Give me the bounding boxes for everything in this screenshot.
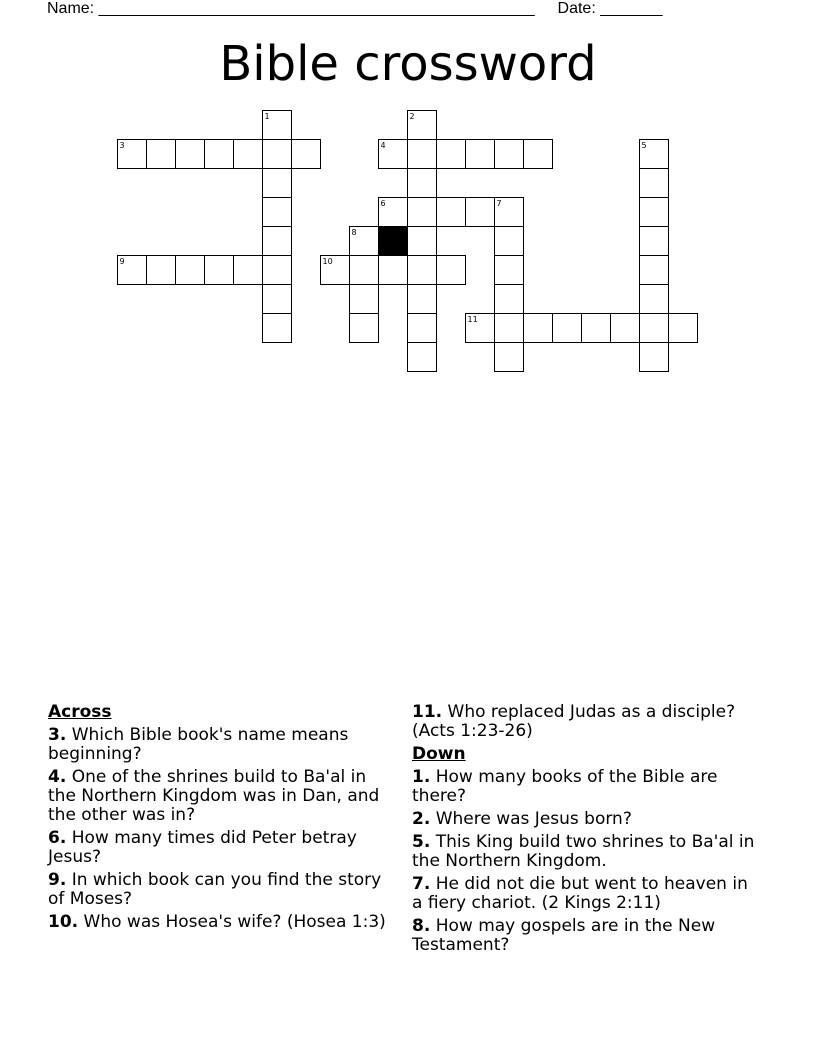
grid-cell[interactable] bbox=[263, 314, 292, 343]
grid-cell[interactable] bbox=[495, 343, 524, 372]
grid-cell[interactable] bbox=[640, 256, 669, 285]
grid-cell[interactable] bbox=[350, 314, 379, 343]
clue-across-4: 4. One of the shrines build to Ba'al in the Northern Kingdom was in Dan, and the other was in? bbox=[48, 767, 380, 825]
clues-right-column bbox=[412, 703, 757, 959]
cell-number: 11 bbox=[467, 315, 478, 324]
grid-cell[interactable] bbox=[263, 140, 292, 169]
grid-cell[interactable] bbox=[408, 256, 437, 285]
clues-left-column bbox=[48, 703, 398, 936]
cell-number: 4 bbox=[380, 141, 386, 150]
grid-cell[interactable] bbox=[640, 314, 669, 343]
grid-cell[interactable] bbox=[408, 343, 437, 372]
grid-cell[interactable] bbox=[147, 256, 176, 285]
grid-cell[interactable] bbox=[263, 169, 292, 198]
grid-cell[interactable] bbox=[379, 256, 408, 285]
cell-number: 7 bbox=[496, 199, 502, 208]
grid-cell[interactable] bbox=[553, 314, 582, 343]
cell-number: 2 bbox=[409, 112, 415, 121]
grid-cell[interactable] bbox=[611, 314, 640, 343]
grid-cell[interactable] bbox=[350, 256, 379, 285]
cell-number: 10 bbox=[322, 257, 333, 266]
grid-cell[interactable] bbox=[147, 140, 176, 169]
grid-cell[interactable] bbox=[408, 227, 437, 256]
grid-cell[interactable] bbox=[263, 256, 292, 285]
grid-cell[interactable] bbox=[669, 314, 698, 343]
clue-down-2: 2. Where was Jesus born? bbox=[412, 809, 632, 829]
grid-cell[interactable] bbox=[640, 227, 669, 256]
page-title: Bible crossword bbox=[219, 36, 597, 92]
grid-cell[interactable] bbox=[176, 256, 205, 285]
grid-cell[interactable] bbox=[524, 314, 553, 343]
grid-cell[interactable] bbox=[292, 140, 321, 169]
grid-cell[interactable] bbox=[495, 314, 524, 343]
grid-cell[interactable] bbox=[234, 140, 263, 169]
name-line[interactable]: _________________________________________________ bbox=[98, 0, 535, 17]
clue-down-8: 8. How may gospels are in the New Testament? bbox=[412, 916, 716, 955]
grid-cell[interactable] bbox=[350, 285, 379, 314]
grid-cell[interactable] bbox=[176, 140, 205, 169]
date-label: Date: bbox=[557, 0, 596, 17]
grid-cell[interactable] bbox=[437, 256, 466, 285]
cell-number: 5 bbox=[641, 141, 647, 150]
grid-cell[interactable] bbox=[263, 198, 292, 227]
grid-cell[interactable] bbox=[234, 256, 263, 285]
grid-cell[interactable] bbox=[437, 198, 466, 227]
down-heading: Down bbox=[412, 744, 466, 764]
grid-cell[interactable] bbox=[408, 314, 437, 343]
grid-cell[interactable] bbox=[205, 256, 234, 285]
grid-cell[interactable] bbox=[495, 285, 524, 314]
grid-cell[interactable] bbox=[466, 198, 495, 227]
across-heading: Across bbox=[48, 702, 112, 722]
cell-number: 6 bbox=[380, 199, 386, 208]
crossword-grid bbox=[0, 0, 816, 400]
grid-cell[interactable] bbox=[408, 285, 437, 314]
grid-cell[interactable] bbox=[408, 169, 437, 198]
grid-cell[interactable] bbox=[466, 140, 495, 169]
clue-across-10: 10. Who was Hosea's wife? (Hosea 1:3) bbox=[48, 912, 386, 932]
clue-across-3: 3. Which Bible book's name means beginning? bbox=[48, 725, 349, 764]
grid-cell[interactable] bbox=[408, 198, 437, 227]
grid-cell[interactable] bbox=[437, 140, 466, 169]
cell-number: 9 bbox=[119, 257, 125, 266]
grid-cell[interactable] bbox=[408, 140, 437, 169]
name-label: Name: bbox=[47, 0, 95, 17]
clue-across-6: 6. How many times did Peter betray Jesus? bbox=[48, 828, 357, 867]
grid-cell[interactable] bbox=[263, 285, 292, 314]
clue-across-9: 9. In which book can you find the story of Moses? bbox=[48, 870, 382, 909]
grid-cell[interactable] bbox=[205, 140, 234, 169]
grid-cell-blocked bbox=[379, 227, 408, 256]
clue-down-5: 5. This King build two shrines to Ba'al in the Northern Kingdom. bbox=[412, 832, 755, 871]
grid-cell[interactable] bbox=[640, 169, 669, 198]
grid-cell[interactable] bbox=[495, 227, 524, 256]
grid-cell[interactable] bbox=[640, 285, 669, 314]
grid-cell[interactable] bbox=[640, 198, 669, 227]
cell-number: 1 bbox=[264, 112, 270, 121]
grid-cell[interactable] bbox=[582, 314, 611, 343]
date-line[interactable]: _______ bbox=[600, 0, 663, 17]
grid-cell[interactable] bbox=[495, 140, 524, 169]
cell-number: 3 bbox=[119, 141, 125, 150]
grid-cell[interactable] bbox=[495, 256, 524, 285]
cell-number: 8 bbox=[351, 228, 357, 237]
grid-cell[interactable] bbox=[524, 140, 553, 169]
clue-across-11: 11. Who replaced Judas as a disciple? (Acts 1:23-26) bbox=[412, 702, 736, 741]
grid-cell[interactable] bbox=[640, 343, 669, 372]
clue-down-1: 1. How many books of the Bible are there? bbox=[412, 767, 718, 806]
grid-cell[interactable] bbox=[263, 227, 292, 256]
clue-down-7: 7. He did not die but went to heaven in a fiery chariot. (2 Kings 2:11) bbox=[412, 874, 748, 913]
